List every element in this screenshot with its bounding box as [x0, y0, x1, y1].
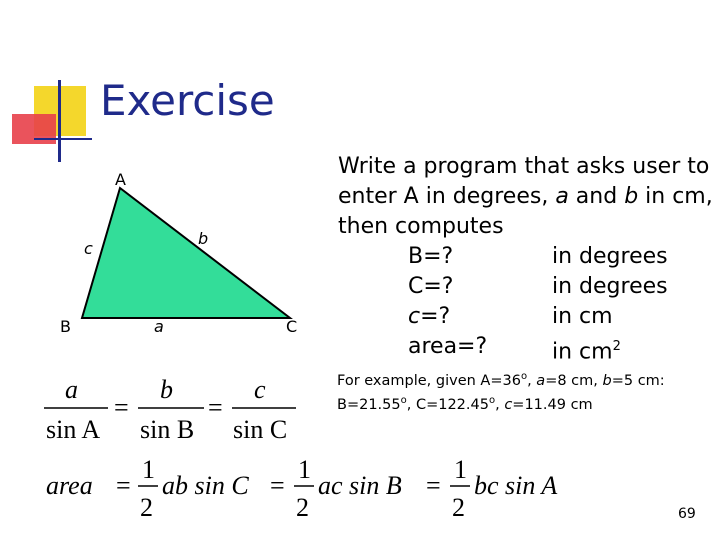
item-label: C=?	[408, 274, 454, 299]
problem-line-2	[338, 182, 713, 212]
half-denominator: 2	[452, 493, 465, 522]
law-of-sines-formula	[40, 368, 310, 448]
example-l2-end: =11.49 cm	[512, 396, 593, 413]
problem-line-2-end: in cm,	[638, 184, 713, 209]
vertex-label-a: A	[115, 170, 126, 189]
item-unit-sup: 2	[612, 339, 621, 354]
example-line-2	[337, 391, 665, 415]
item-label-var: c	[408, 304, 421, 329]
item-unit: in degrees	[552, 244, 668, 269]
example-var-a: a	[536, 372, 546, 389]
half-numerator: 1	[298, 455, 311, 484]
half-denominator: 2	[140, 493, 153, 522]
example-l2-b: B=21.55	[337, 396, 401, 413]
degree-sup: o	[520, 371, 528, 382]
denominator-sin-c: sin C	[233, 415, 288, 444]
item-unit-text: in cm	[552, 339, 613, 365]
example-l2-c: , C=122.45	[406, 396, 489, 413]
side-label-a: a	[154, 317, 164, 336]
page-number: 69	[678, 506, 696, 522]
problem-statement	[338, 152, 713, 367]
problem-line-2-and: and	[568, 184, 625, 209]
example-var-c: c	[504, 396, 513, 413]
problem-line-2-text: enter A in degrees,	[338, 184, 556, 209]
half-denominator: 2	[296, 493, 309, 522]
equals-sign: =	[114, 393, 129, 422]
item-unit: in degrees	[552, 274, 668, 299]
side-label-c: c	[84, 239, 93, 258]
degree-sup: o	[488, 394, 496, 406]
equals-sign: =	[116, 471, 131, 500]
example-text	[337, 367, 665, 415]
triangle-shape	[82, 188, 290, 318]
denominator-sin-a: sin A	[46, 415, 101, 444]
vertex-label-c: C	[286, 317, 298, 336]
side-label-b: b	[198, 229, 209, 248]
problem-item	[338, 272, 713, 302]
logo-horizontal-line	[34, 138, 92, 140]
problem-line-1: Write a program that asks user to	[338, 154, 710, 179]
problem-var-b: b	[624, 184, 639, 209]
triangle-diagram	[40, 160, 330, 350]
example-line-1	[337, 367, 665, 391]
vertex-label-b: B	[60, 317, 71, 336]
equals-sign: =	[208, 393, 223, 422]
example-comma: ,	[527, 372, 537, 389]
area-lhs: area	[46, 471, 93, 500]
problem-item	[338, 242, 713, 272]
item-label: B=?	[408, 244, 454, 269]
item-unit	[552, 332, 621, 367]
term-ab-sin-c: ab sin C	[162, 471, 249, 500]
problem-item	[338, 332, 713, 367]
term-ac-sin-b: ac sin B	[318, 471, 402, 500]
problem-item	[338, 302, 713, 332]
logo-vertical-line	[58, 80, 61, 162]
numerator-c: c	[254, 375, 266, 404]
item-unit: in cm	[552, 304, 613, 329]
equals-sign: =	[270, 471, 285, 500]
example-l1-pre: For example, given A=36	[337, 372, 521, 389]
example-var-b: b	[602, 372, 612, 389]
term-bc-sin-a: bc sin A	[474, 471, 558, 500]
example-l1-post: =5 cm:	[611, 372, 665, 389]
slide-title: Exercise	[100, 76, 275, 125]
numerator-a: a	[65, 375, 78, 404]
denominator-sin-b: sin B	[140, 415, 195, 444]
item-label	[338, 302, 552, 332]
half-numerator: 1	[142, 455, 155, 484]
problem-line-3: then computes	[338, 214, 504, 239]
numerator-b: b	[160, 375, 173, 404]
degree-sup: o	[400, 394, 407, 406]
example-l1-mid: =8 cm,	[545, 372, 603, 389]
item-label: area=?	[408, 334, 488, 359]
area-formula	[44, 452, 584, 524]
problem-var-a: a	[555, 184, 569, 209]
item-label-suffix: =?	[420, 304, 451, 329]
half-numerator: 1	[454, 455, 467, 484]
slide-logo	[12, 80, 92, 162]
equals-sign: =	[426, 471, 441, 500]
example-comma: ,	[495, 396, 505, 413]
